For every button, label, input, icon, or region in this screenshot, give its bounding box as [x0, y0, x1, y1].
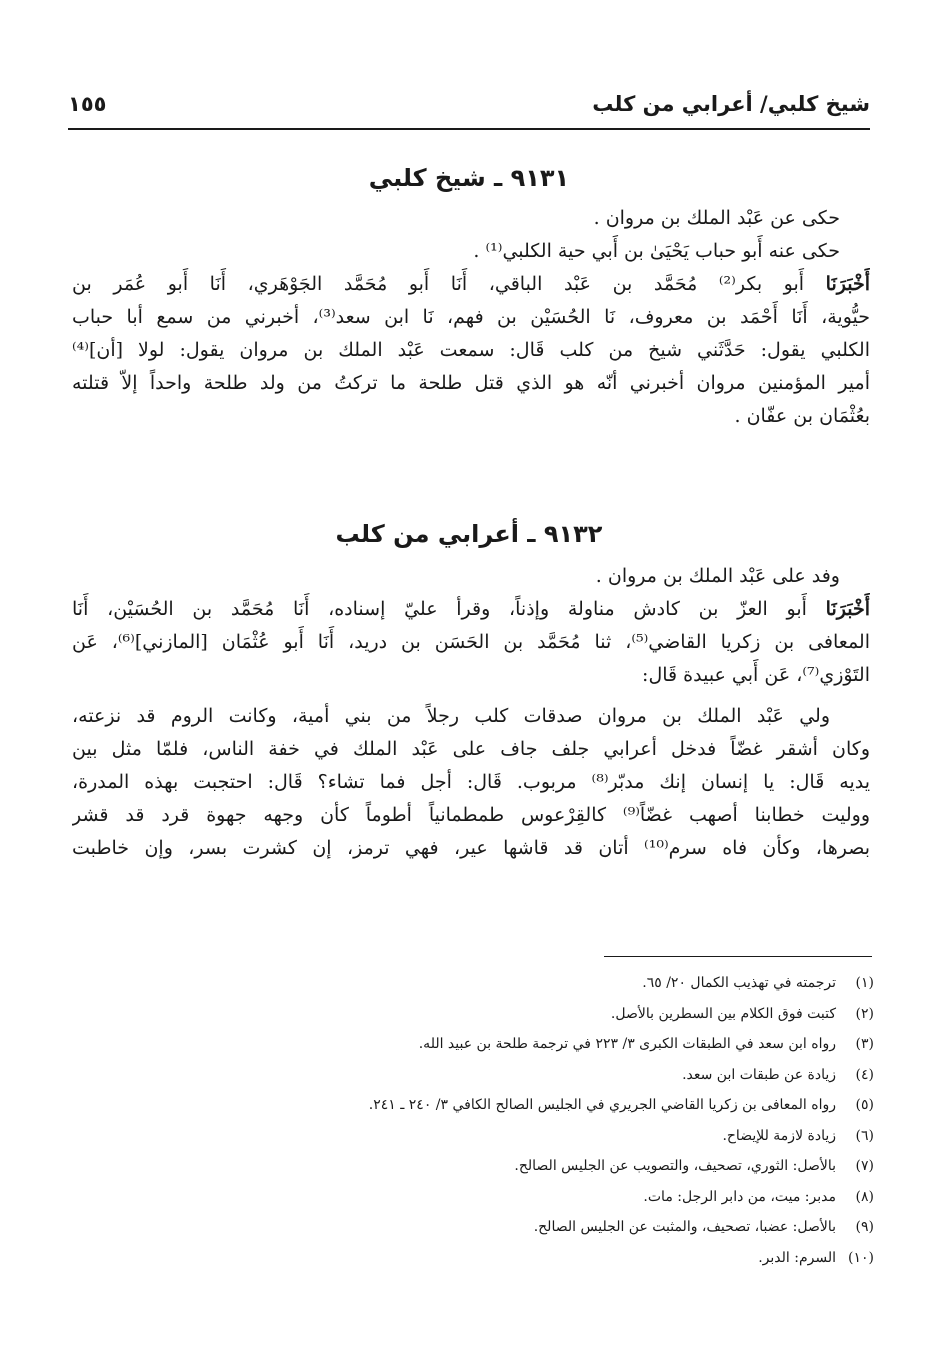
page-number: ١٥٥ — [68, 92, 107, 116]
footnote — [72, 1243, 874, 1274]
text-line: حكى عن عَبْد الملك بن مروان . — [593, 207, 840, 229]
text-line: يديه قَال: يا إنسان إنك مدبّر⁽⁸⁾ مربوب. قَال: أجل فما تشاء؟ قَال: احتجبت بهذه المدرة، — [72, 771, 870, 793]
text-line: أَخْبَرَنَا أَبو العزّ بن كادش مناولة وإذناً، وقرأ عليّ إسناده، أَنَا مُحَمَّد بن الحُسَيْن، أَنَا — [72, 598, 870, 620]
isnad-keyword: أَخْبَرَنَا — [825, 273, 870, 295]
footnote — [72, 1060, 874, 1091]
footnote — [72, 1090, 874, 1121]
footnote-text: رواه المعافى بن زكريا القاضي الجريري في الجليس الصالح الكافي ٣/ ٢٤٠ ـ ٢٤١. — [368, 1097, 836, 1113]
entry-title-9131: ٩١٣١ ـ شيخ كلبي — [368, 164, 570, 192]
footnote-number: (٥) — [855, 1097, 874, 1113]
footnote-number: (١) — [855, 975, 874, 991]
footnote-text: كتبت فوق الكلام بين السطرين بالأصل. — [610, 1005, 836, 1022]
text-line: حكى عنه أَبو حباب يَحْيَىٰ بن أَبي حية الكلبي⁽¹⁾ . — [473, 240, 840, 262]
footnote-number: (٣) — [855, 1036, 874, 1052]
footnote — [72, 1212, 874, 1243]
footnote — [72, 1121, 874, 1152]
footnote — [72, 1151, 874, 1182]
footnote-rule — [604, 956, 872, 957]
text-line: ولي عَبْد الملك بن مروان صدقات كلب رجلاً من بني أمية، وكانت الروم قد نزعته، — [72, 705, 830, 727]
footnote-text: رواه ابن سعد في الطبقات الكبرى ٣/ ٢٢٣ في ترجمة طلحة بن عبيد الله. — [418, 1036, 836, 1052]
isnad-keyword: أَخْبَرَنَا — [825, 598, 870, 620]
footnote-text: زيادة عن طبقات ابن سعد. — [682, 1066, 836, 1083]
text-line: أمير المؤمنين مروان أخبرني أنّه هو الذي قتل طلحة ما تركتُ من ولد طلحة واحداً إلاّ قتلته — [72, 372, 870, 394]
text-line: بعُثْمَان بن عفّان . — [734, 405, 870, 427]
footnote — [72, 999, 874, 1030]
running-title: شيخ كلبي/ أعرابي من كلب — [592, 92, 870, 116]
entry-title-9132: ٩١٣٢ ـ أعرابي من كلب — [335, 520, 603, 548]
footnote-number: (٤) — [855, 1066, 874, 1083]
text-line: أَخْبَرَنَا أَبو بكر⁽²⁾ مُحَمَّد بن عَبْد الباقي، أَنَا أَبو مُحَمَّد الجَوْهَري، أَنَا أَبو عُمَر بن — [72, 273, 870, 295]
text-line: ووليت خطابنا أصهب غضّاً⁽⁹⁾ كالقِرْعوس طمطمانياً أطوماً كأن وجهه جهوة قرد قد قشر — [72, 804, 870, 826]
text-line: حيُّوية، أَنَا أَحْمَد بن معروف، نَا الحُسَيْن بن فهم، نَا ابن سعد⁽³⁾، أخبرني من سمع أبا حباب — [72, 306, 870, 328]
footnote-text: ترجمته في تهذيب الكمال ٢٠/ ٦٥. — [642, 975, 836, 991]
text-line: وكان أشقر غضّاً فدخل أعرابي جلف جاف على عَبْد الملك في خفة الناس، فلمّا مثل بين — [72, 738, 870, 760]
text-line: الكلبي يقول: حَدَّثَني شيخ من كلب قَال: سمعت عَبْد الملك بن مروان يقول: لولا [أن]⁽⁴⁾ — [72, 339, 870, 361]
footnote-number: (٦) — [855, 1127, 874, 1144]
entry-body-9132 — [72, 560, 870, 865]
footnote-text: زيادة لازمة للإيضاح. — [722, 1127, 836, 1144]
text-line: المعافى بن زكريا القاضي⁽⁵⁾، ثنا مُحَمَّد بن الحَسَن بن دريد، أَنَا أَبو عُثْمَان [المازني]⁽⁶⁾، عَن — [72, 631, 870, 653]
footnote-text: بالأصل: عضبا، تصحيف، والمثبت عن الجليس الصالح. — [533, 1219, 836, 1235]
text-line: بصرها، وكأن فاه سرم⁽¹⁰⁾ أتان قد قاشها عير، فهي ترمز، إن كشرت بسر، وإن خاطبت — [72, 837, 870, 859]
footnote — [72, 1029, 874, 1060]
footnote-number: (٢) — [855, 1005, 874, 1022]
footnote-number: (٨) — [855, 1188, 874, 1205]
entry-body-9131 — [72, 202, 870, 433]
footnote-number: (١٠) — [848, 1249, 874, 1266]
text-line: التَوْزي⁽⁷⁾، عَن أَبي عبيدة قَال: — [642, 664, 870, 686]
footnote — [72, 1182, 874, 1213]
footnote-number: (٩) — [855, 1219, 874, 1235]
running-header — [68, 84, 870, 124]
footnote-text: السرم: الدبر. — [758, 1249, 836, 1266]
footnote — [72, 968, 874, 999]
footnote-number: (٧) — [855, 1158, 874, 1174]
header-rule — [68, 128, 870, 130]
text-line: وفد على عَبْد الملك بن مروان . — [595, 565, 840, 587]
footnote-text: بالأصل: الثوري، تصحيف، والتصويب عن الجليس الصالح. — [514, 1158, 836, 1174]
footnote-text: مدبر: ميت، من دابر الرجل: مات. — [643, 1188, 836, 1205]
footnotes — [72, 968, 874, 1273]
